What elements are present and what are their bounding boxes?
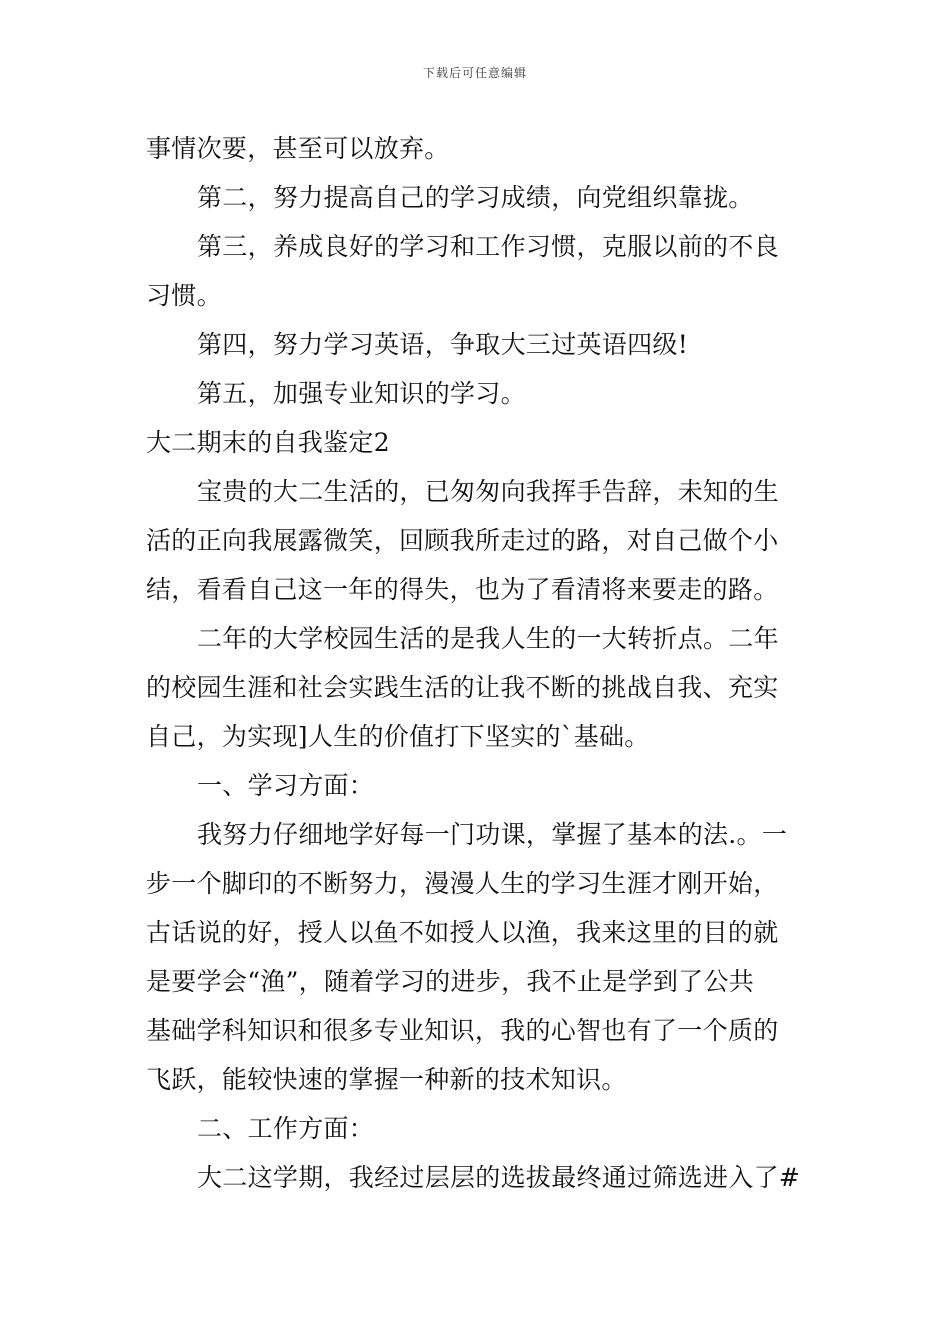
text-line: 结，看看自己这一年的得失，也为了看清将来要走的路。 [146,575,779,604]
text-line: 第五，加强专业知识的学习。 [197,379,526,408]
text-line: 事情次要，甚至可以放弃。 [146,134,450,163]
text-line: 古话说的好，授人以鱼不如授人以渔，我来这里的目的就 [146,918,779,947]
text-line: 二年的大学校园生活的是我人生的一大转折点。二年 [197,624,779,653]
text-line: 飞跃，能较快速的掌握一种新的技术知识。 [146,1065,627,1094]
document-body [146,124,808,1202]
subheading-study: 一、学习方面： [197,771,375,800]
text-line: 我努力仔细地学好每一门功课，掌握了基本的法.。一 [197,820,788,849]
text-line: 基础学科知识和很多专业知识，我的心智也有了一个质的 [146,1016,779,1045]
page-header: 下载后可任意编辑 [422,66,527,80]
text-line: 第二，努力提高自己的学习成绩，向党组织靠拢。 [197,183,754,212]
text-line: 的校园生涯和社会实践生活的让我不断的挑战自我、充实 [146,673,779,702]
text-line: 大二这学期，我经过层层的选拔最终通过筛选进入了# [197,1163,801,1192]
text-line: 活的正向我展露微笑，回顾我所走过的路，对自己做个小 [146,526,779,555]
text-line: 宝贵的大二生活的，已匆匆向我挥手告辞，未知的生 [197,477,779,506]
text-line: 习惯。 [146,281,222,310]
text-line: 第四，努力学习英语，争取大三过英语四级! [197,330,689,359]
text-line: 步一个脚印的不断努力，漫漫人生的学习生涯才刚开始， [146,869,779,898]
text-line: 自己，为实现]人生的价值打下坚实的`基础。 [146,722,650,751]
text-line: 第三，养成良好的学习和工作习惯，克服以前的不良 [197,232,779,261]
subheading-work: 二、工作方面： [197,1114,375,1143]
text-line: 是要学会“渔”，随着学习的进步，我不止是学到了公共 [146,967,755,996]
section-title: 大二期末的自我鉴定2 [146,428,390,457]
